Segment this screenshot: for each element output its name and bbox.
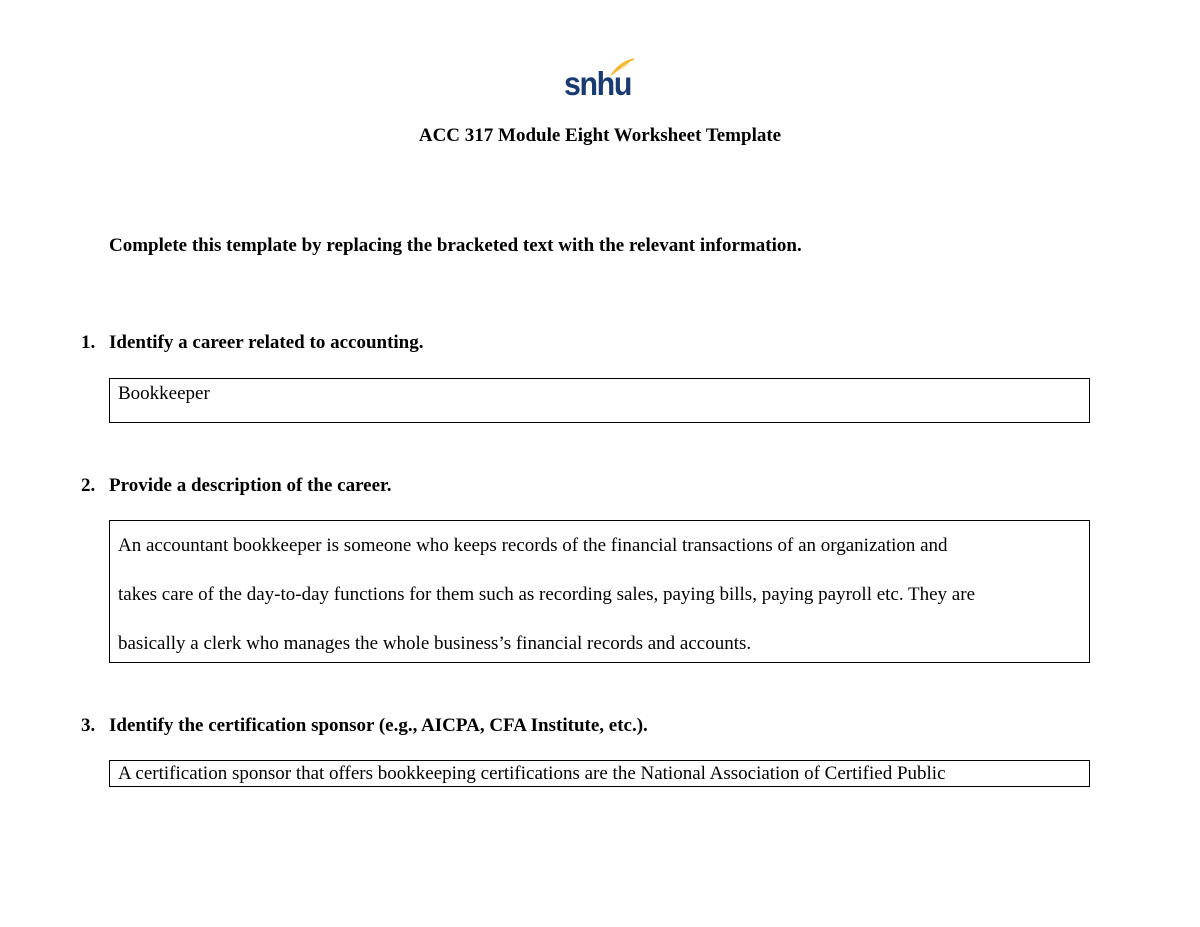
question-prompt: Identify the certification sponsor (e.g., AICPA, CFA Institute, etc.). — [109, 715, 648, 736]
document-title: ACC 317 Module Eight Worksheet Template — [418, 125, 782, 146]
snhu-logo — [564, 56, 636, 104]
question-1 — [81, 331, 424, 355]
instructions: Complete this template by replacing the bracketed text with the relevant information. — [109, 235, 802, 256]
answer-line: An accountant bookkeeper is someone who keeps records of the financial transactions of an organization and — [118, 535, 948, 556]
question-3 — [81, 714, 648, 738]
question-prompt: Provide a description of the career. — [109, 475, 392, 496]
answer-line: Bookkeeper — [118, 383, 210, 404]
answer-line: A certification sponsor that offers bookkeeping certifications are the National Association of Certified Public — [118, 763, 946, 784]
question-number: 1. — [81, 332, 96, 353]
answer-box-3[interactable] — [109, 760, 1090, 787]
question-number: 2. — [81, 475, 96, 496]
answer-box-2[interactable] — [109, 520, 1090, 663]
answer-line: basically a clerk who manages the whole business’s financial records and accounts. — [118, 633, 752, 654]
logo-text: snhu — [564, 65, 632, 102]
question-number: 3. — [81, 715, 96, 736]
question-2 — [81, 474, 392, 498]
answer-box-1[interactable] — [109, 378, 1090, 423]
question-prompt: Identify a career related to accounting. — [109, 332, 424, 353]
answer-line: takes care of the day-to-day functions for them such as recording sales, paying bills, paying payroll etc. They are — [118, 584, 976, 605]
